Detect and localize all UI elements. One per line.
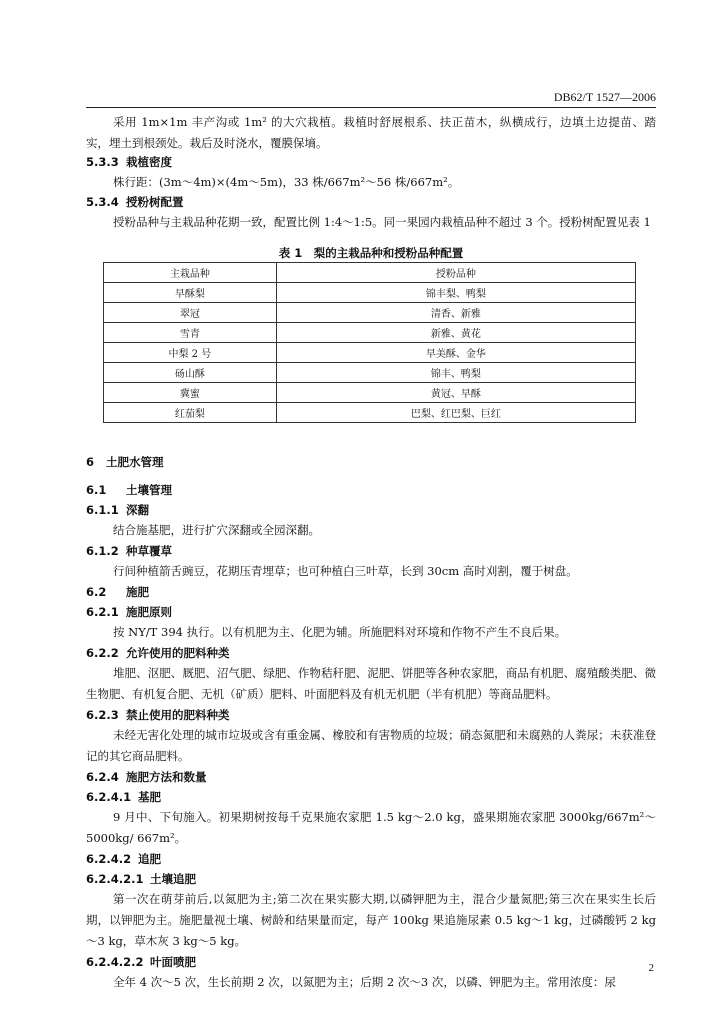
section-5-3-4: 5.3.4 授粉树配置 授粉品种与主栽品种花期一致，配置比例 1:4～1:5。同一果园内栽植品种不超过 3 个。授粉树配置见表 1 <box>86 195 651 229</box>
header-divider <box>86 107 656 108</box>
table-row: 红茄梨 巴梨、红巴梨、巨红 <box>104 403 636 423</box>
table-row: 早酥梨 锦丰梨、鸭梨 <box>104 283 636 303</box>
table-header-row <box>104 263 636 283</box>
table-header-pollinizer: 授粉品种 <box>276 263 635 283</box>
planting-paragraph: 采用 1m×1m 丰产沟或 1m² 的大穴栽植。栽植时舒展根系、扶正苗木，纵横成行，边填土边提苗、踏实，埋土到根颈处。栽后及时浇水，覆膜保墒。 <box>86 115 656 150</box>
page-number: 2 <box>648 962 654 974</box>
table-header-main: 主栽品种 <box>104 263 277 283</box>
table-row: 雪青 新雅、黄花 <box>104 323 636 343</box>
table-row: 翠冠 清香、新雅 <box>104 303 636 323</box>
pollinizer-table <box>103 262 636 423</box>
section-6-1-group: 6.1 土壤管理 6.1.1 深翻 结合施基肥，进行扩穴深翻或全园深翻。 6.1.2 种草覆草 行间种植箭舌豌豆，花期压青埋草；也可种植白三叶草，长到 30cm 高时刈割，覆于树盘。 6.2 施肥 6.2.1 施肥原则 按 NY/T 394 执行。以有机肥为主、化肥为辅。所施肥料对环境和作物不产生不良后果。 6.2.2 允许使用的肥料种类 堆肥、沤肥、厩肥、沼气肥、绿肥、作物秸秆肥、泥肥、饼肥等各种农家肥，商品有机肥、腐殖酸类肥、微生物肥、有机复合肥、无机（矿质）肥料、叶面肥料及有机无机肥（半有机肥）等商品肥料。 6.2.3 禁止使用的肥料种类 未经无害化处理的城市垃圾或含有重金属、橡胶和有害物质的垃圾；硝态氮肥和未腐熟的人粪尿；未获准登记的其它商品肥料。 6.2.4 施肥方法和数量 6.2.4.1 基肥 9 月中、下旬施入。初果期树按每千克果施农家肥 1.5 kg～2.0 kg，盛果期施农家肥 3000kg/667m²～5000kg/ 667m²。 6.2.4.2 追肥 6.2.4.2.1 土壤追肥 第一次在萌芽前后,以氮肥为主;第二次在果实膨大期,以磷钾肥为主，混合少量氮肥;第三次在果实生长后期，以钾肥为主。施肥量视土壤、树龄和结果量而定，每产 100kg 果追施尿素 0.5 kg～1 kg，过磷酸钙 2 kg～3 kg，草木灰 3 kg～5 kg。 6.2.4.2.2 叶面喷肥 全年 4 次～5 次，生长前期 2 次，以氮肥为主；后期 2 次～3 次，以磷、钾肥为主。常用浓度：尿 <box>86 483 656 989</box>
section-6: 6 土肥水管理 <box>86 455 164 469</box>
table-row: 冀蜜 黄冠、早酥 <box>104 383 636 403</box>
table-row: 中梨 2 号 早美酥、金华 <box>104 343 636 363</box>
standard-code: DB62/T 1527—2006 <box>553 90 656 104</box>
section-5-3-3: 5.3.3 栽植密度 株行距：(3m～4m)×(4m～5m)，33 株/667m²～56 株/667m²。 <box>86 155 460 189</box>
table-title: 表 1 梨的主栽品种和授粉品种配置 <box>278 246 464 260</box>
table-row: 砀山酥 锦丰、鸭梨 <box>104 363 636 383</box>
